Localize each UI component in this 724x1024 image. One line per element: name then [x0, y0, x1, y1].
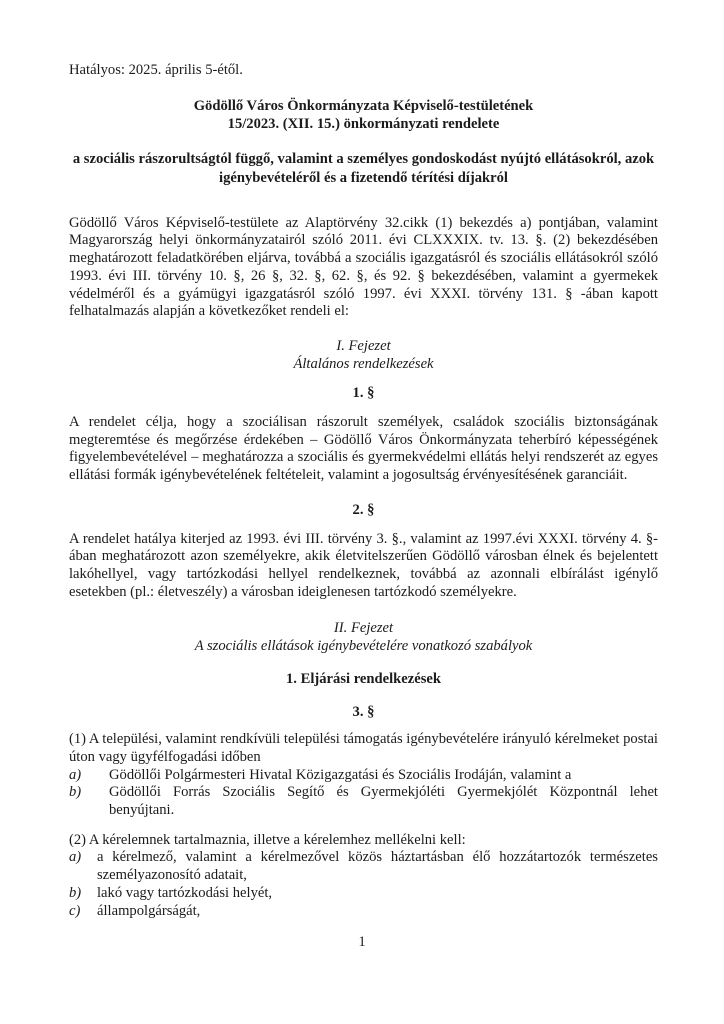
- section-3-paragraph-2-intro: (2) A kérelemnek tartalmaznia, illetve a kérelemhez mellékelni kell:: [69, 831, 466, 848]
- list-item: [69, 767, 658, 785]
- list-item-text: a kérelmező, valamint a kérelmezővel közös háztartásban élő hozzátartozók természetes személyazonosító adatait,: [97, 849, 658, 884]
- list-item: [69, 903, 658, 921]
- decree-title: [69, 97, 658, 133]
- list-item-letter: b): [69, 784, 82, 801]
- decree-title-line-2: 15/2023. (XII. 15.) önkormányzati rendelete: [227, 115, 500, 132]
- list-item-text: állampolgárságát,: [97, 902, 201, 919]
- section-3-paragraph-1-intro: (1) A települési, valamint rendkívüli települési támogatás igénybevételére irányuló kérelmeket postai úton vagy ügyfélfogadási időben: [69, 731, 658, 765]
- section-1-number: 1. §: [352, 385, 375, 402]
- section-1-body: A rendelet célja, hogy a szociálisan rászorult személyek, családok szociális biztonságának megteremtése és megőrzése érdekében – Gödöllő Város Önkormányzata teherbíró képességének figyelembevételével – meghatározza a szociális és gyermekvédelmi ellátás helyi rendszerét az egyes ellátási formák igénybevételének feltételeit, valamint a jogosultság érvényesítésének garanciáit.: [69, 414, 658, 484]
- list-item-letter: c): [69, 902, 81, 919]
- chapter-2-subheading: A szociális ellátások igénybevételére vonatkozó szabályok: [194, 638, 533, 655]
- list-item-letter: a): [69, 766, 82, 783]
- chapter-2-heading-block: [69, 620, 658, 655]
- subsection-1-title: 1. Eljárási rendelkezések: [286, 670, 441, 687]
- list-item-text: Gödöllői Forrás Szociális Segítő és Gyermekjóléti Gyermekjólét Központnál lehet benyújtani.: [109, 784, 658, 818]
- chapter-1-heading: I. Fejezet: [336, 337, 391, 354]
- list-item: [69, 784, 658, 819]
- preamble-paragraph: Gödöllő Város Képviselő-testülete az Alaptörvény 32.cikk (1) bekezdés a) pontjában, valamint Magyarország helyi önkormányzatairól szóló 2011. évi CLXXXIX. tv. 13. §. (2) bekezdésében meghatározott feladatkörében eljárva, továbbá a szociális igazgatásról és szociális ellátásokról szóló 1993. évi III. törvény 10. §, 26 §, 32. §, 62. §, és 92. § bekezdésében, valamint a gyermekek védelméről és a gyámügyi igazgatásról szóló 1997. évi XXXI. törvény 131. § -ában kapott felhatalmazás alapján a következőket rendeli el:: [69, 214, 658, 320]
- chapter-1-heading-block: [69, 338, 658, 373]
- page-number: 1: [358, 934, 366, 950]
- chapter-1-subheading: Általános rendelkezések: [293, 355, 434, 372]
- section-2-body: A rendelet hatálya kiterjed az 1993. évi III. törvény 3. §., valamint az 1997.évi XXXI. törvény 4. §-ában meghatározott azon személyekre, akik életvitelszerűen Gödöllő városban élnek és bejelentett lakóhellyel, vagy tartózkodási hellyel rendelkeznek, továbbá az azonnali elbírálást igénylő esetekben (pl.: életveszély) a városban ideiglenesen tartózkodó személyekre.: [69, 530, 658, 600]
- list-item-letter: b): [69, 884, 82, 901]
- list-item-letter: a): [69, 849, 82, 866]
- decree-subtitle-line-2: igénybevételéről és a fizetendő térítési díjakról: [219, 170, 508, 187]
- section-2-number: 2. §: [352, 501, 375, 518]
- list-item: [69, 885, 658, 903]
- chapter-2-heading: II. Fejezet: [333, 620, 394, 637]
- list-item-text: lakó vagy tartózkodási helyét,: [97, 884, 273, 901]
- section-3-number: 3. §: [352, 704, 375, 721]
- decree-subtitle: [69, 150, 658, 189]
- document-content: [69, 62, 658, 920]
- decree-subtitle-line-1: a szociális rászorultságtól függő, valamint a személyes gondoskodást nyújtó ellátásokról, azok: [72, 150, 655, 167]
- section-3-paragraph-1-list: [69, 767, 658, 820]
- effective-date-line: Hatályos: 2025. április 5-étől.: [69, 62, 243, 78]
- list-item: [69, 849, 658, 884]
- list-item-text: Gödöllői Polgármesteri Hivatal Közigazgatási és Szociális Irodáján, valamint a: [109, 766, 572, 783]
- section-3-paragraph-2-list: [69, 849, 658, 920]
- decree-title-line-1: Gödöllő Város Önkormányzata Képviselő-testületének: [193, 97, 534, 114]
